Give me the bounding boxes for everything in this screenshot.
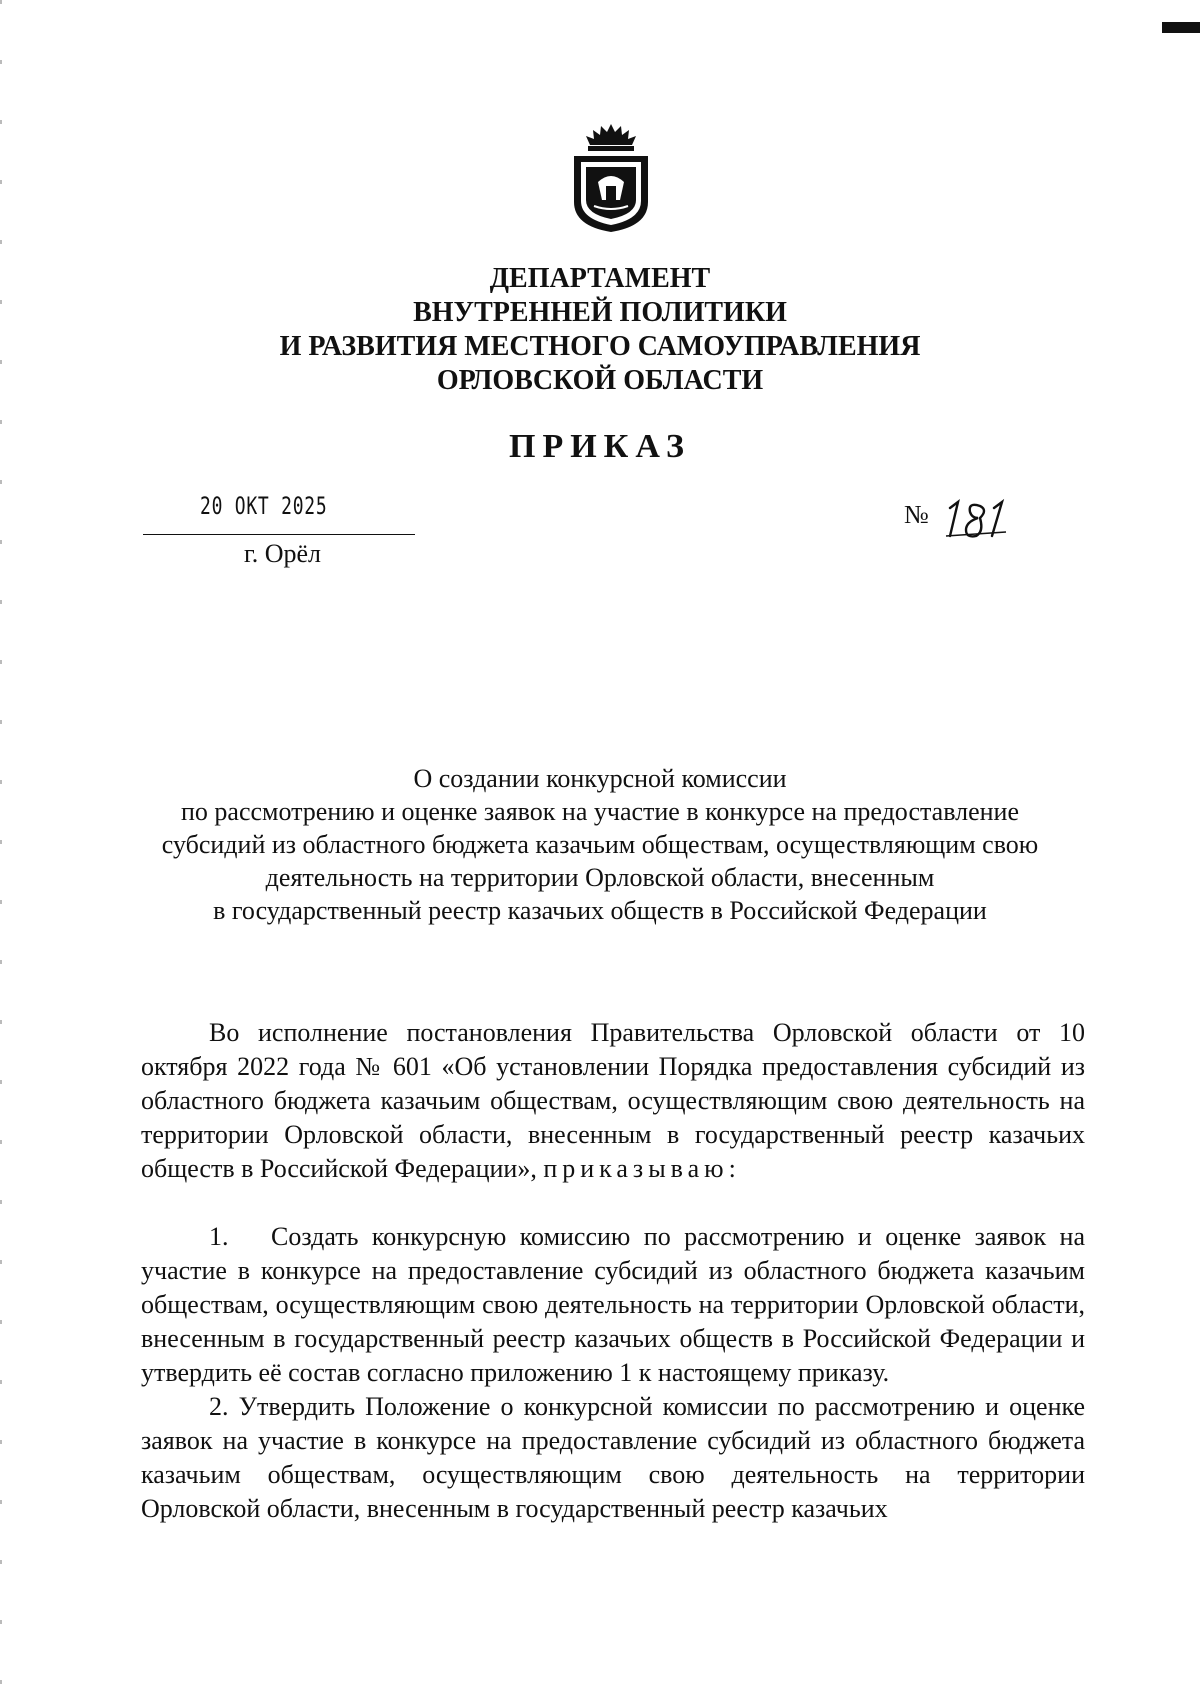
order-body: [141, 1016, 1085, 1526]
scan-left-edge: [0, 0, 2, 1698]
item-text-1: Создать конкурсную комиссию по рассмотрению и оценке заявок на участие в конкурсе на предоставление субсидий из областного бюджета казачьим обществам, осуществляющим свою деятельность на территории Орловской области, внесенным в государственный реестр казачьих обществ в Российской Федерации и утвердить её состав согласно приложению 1 к настоящему приказу.: [141, 1222, 1085, 1387]
subject-line-2: по рассмотрению и оценке заявок на участие в конкурсе на предоставление: [180, 797, 1020, 826]
order-number-label: №: [904, 500, 929, 529]
preamble-paragraph: [141, 1016, 1085, 1186]
header-line-3: И РАЗВИТИЯ МЕСТНОГО САМОУПРАВЛЕНИЯ: [279, 331, 921, 362]
order-subject: [120, 762, 1080, 927]
item-paragraph-1: [141, 1220, 1085, 1390]
header-line-4: ОРЛОВСКОЙ ОБЛАСТИ: [436, 365, 764, 396]
city-label: г. Орёл: [244, 539, 322, 568]
item-number-2: 2.: [209, 1392, 229, 1421]
date-stamp: 20 ОКТ 2025: [200, 492, 328, 520]
subject-line-4: деятельность на территории Орловской области, внесенным: [265, 863, 935, 892]
department-header: [0, 262, 1200, 398]
scan-edge-mark: [1162, 22, 1200, 33]
item-paragraph-2: [141, 1390, 1085, 1526]
header-line-1: ДЕПАРТАМЕНТ: [489, 263, 711, 294]
item-number-1: 1.: [209, 1222, 229, 1251]
date-underline: [143, 534, 415, 535]
header-line-2: ВНУТРЕННЕЙ ПОЛИТИКИ: [413, 297, 787, 328]
order-word: приказываю:: [543, 1154, 741, 1183]
subject-line-3: субсидий из областного бюджета казачьим обществам, осуществляющим свою: [161, 830, 1039, 859]
preamble-text: Во исполнение постановления Правительства Орловской области от 10 октября 2022 года № 601 «Об установлении Порядка предоставления субсидий из областного бюджета казачьим обществам, осуществляющим свою деятельность на территории Орловской области, внесенным в государственный реестр казачьих обществ в Российской Федерации»,: [141, 1018, 1085, 1183]
handwritten-order-number: [944, 492, 1024, 542]
document-type-title: ПРИКАЗ: [509, 428, 691, 465]
coat-of-arms-icon: [568, 122, 654, 234]
subject-line-1: О создании конкурсной комиссии: [413, 764, 787, 793]
item-text-2: Утвердить Положение о конкурсной комиссии по рассмотрению и оценке заявок на участие в конкурсе на предоставление субсидий из областного бюджета казачьим обществам, осуществляющим свою деятельность на территории Орловской области, внесенным в государственный реестр казачьих: [141, 1392, 1086, 1523]
subject-line-5: в государственный реестр казачьих обществ в Российской Федерации: [213, 896, 987, 925]
